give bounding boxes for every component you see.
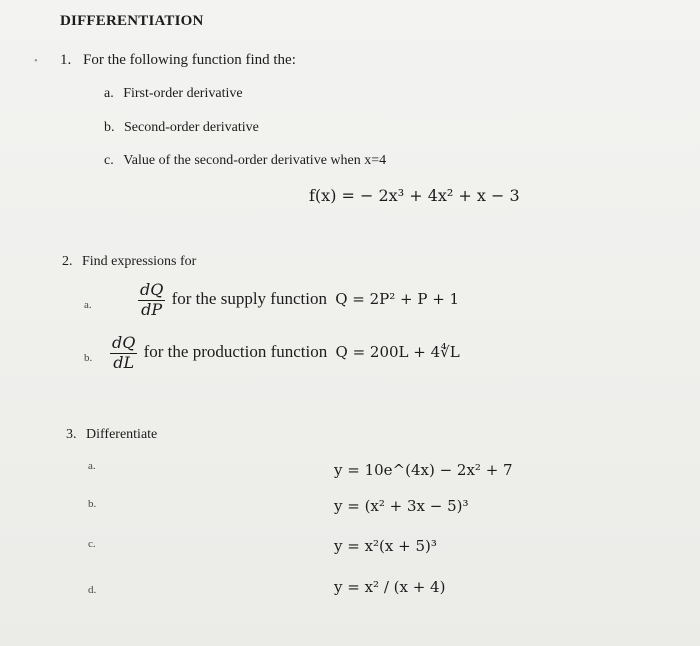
question-1-item-a: a. First-order derivative	[104, 86, 243, 101]
question-2-number: 2.	[62, 254, 73, 269]
derivative-dq-dp: $\frac{dQ}{dP}$	[140, 280, 164, 319]
question-2-item-a: $\frac{dQ}{dP}$ for the supply function Q = 2P² + P + 1	[140, 280, 460, 319]
question-2-item-a-label: a.	[84, 299, 92, 311]
list-bullet-icon: •	[34, 55, 38, 67]
question-3-item-d-equation: y = x² / (x + 4)	[334, 578, 446, 596]
question-1-prompt: For the following function find the:	[83, 52, 296, 68]
question-2-prompt: Find expressions for	[82, 254, 197, 269]
question-1-number: 1.	[60, 52, 72, 68]
question-3-item-a-label: a.	[88, 460, 96, 472]
question-3-prompt: Differentiate	[86, 427, 158, 442]
question-2	[62, 254, 196, 270]
question-3-number: 3.	[66, 427, 77, 442]
question-3-item-a-equation: y = 10e^(4x) − 2x² + 7	[334, 461, 513, 479]
question-1	[60, 52, 296, 69]
question-3	[66, 427, 157, 443]
question-1-item-c: c. Value of the second-order derivative when x=4	[104, 153, 387, 168]
question-2-item-b: $\frac{dQ}{dL}$ for the production function Q = 200L + 4∜L	[112, 333, 460, 372]
question-3-item-b-equation: y = (x² + 3x − 5)³	[334, 497, 469, 515]
question-1-item-b: b. Second-order derivative	[104, 120, 259, 135]
question-3-item-c-equation: y = x²(x + 5)³	[334, 537, 437, 555]
question-3-item-b-label: b.	[88, 498, 97, 510]
question-3-item-c-label: c.	[88, 538, 96, 550]
derivative-dq-dl: $\frac{dQ}{dL}$	[112, 333, 136, 372]
question-3-item-d-label: d.	[88, 584, 97, 596]
question-2-item-b-label: b.	[84, 352, 93, 364]
page-title: DIFFERENTIATION	[60, 13, 204, 29]
question-1-function: f(x) = − 2x³ + 4x² + x − 3	[309, 186, 520, 205]
